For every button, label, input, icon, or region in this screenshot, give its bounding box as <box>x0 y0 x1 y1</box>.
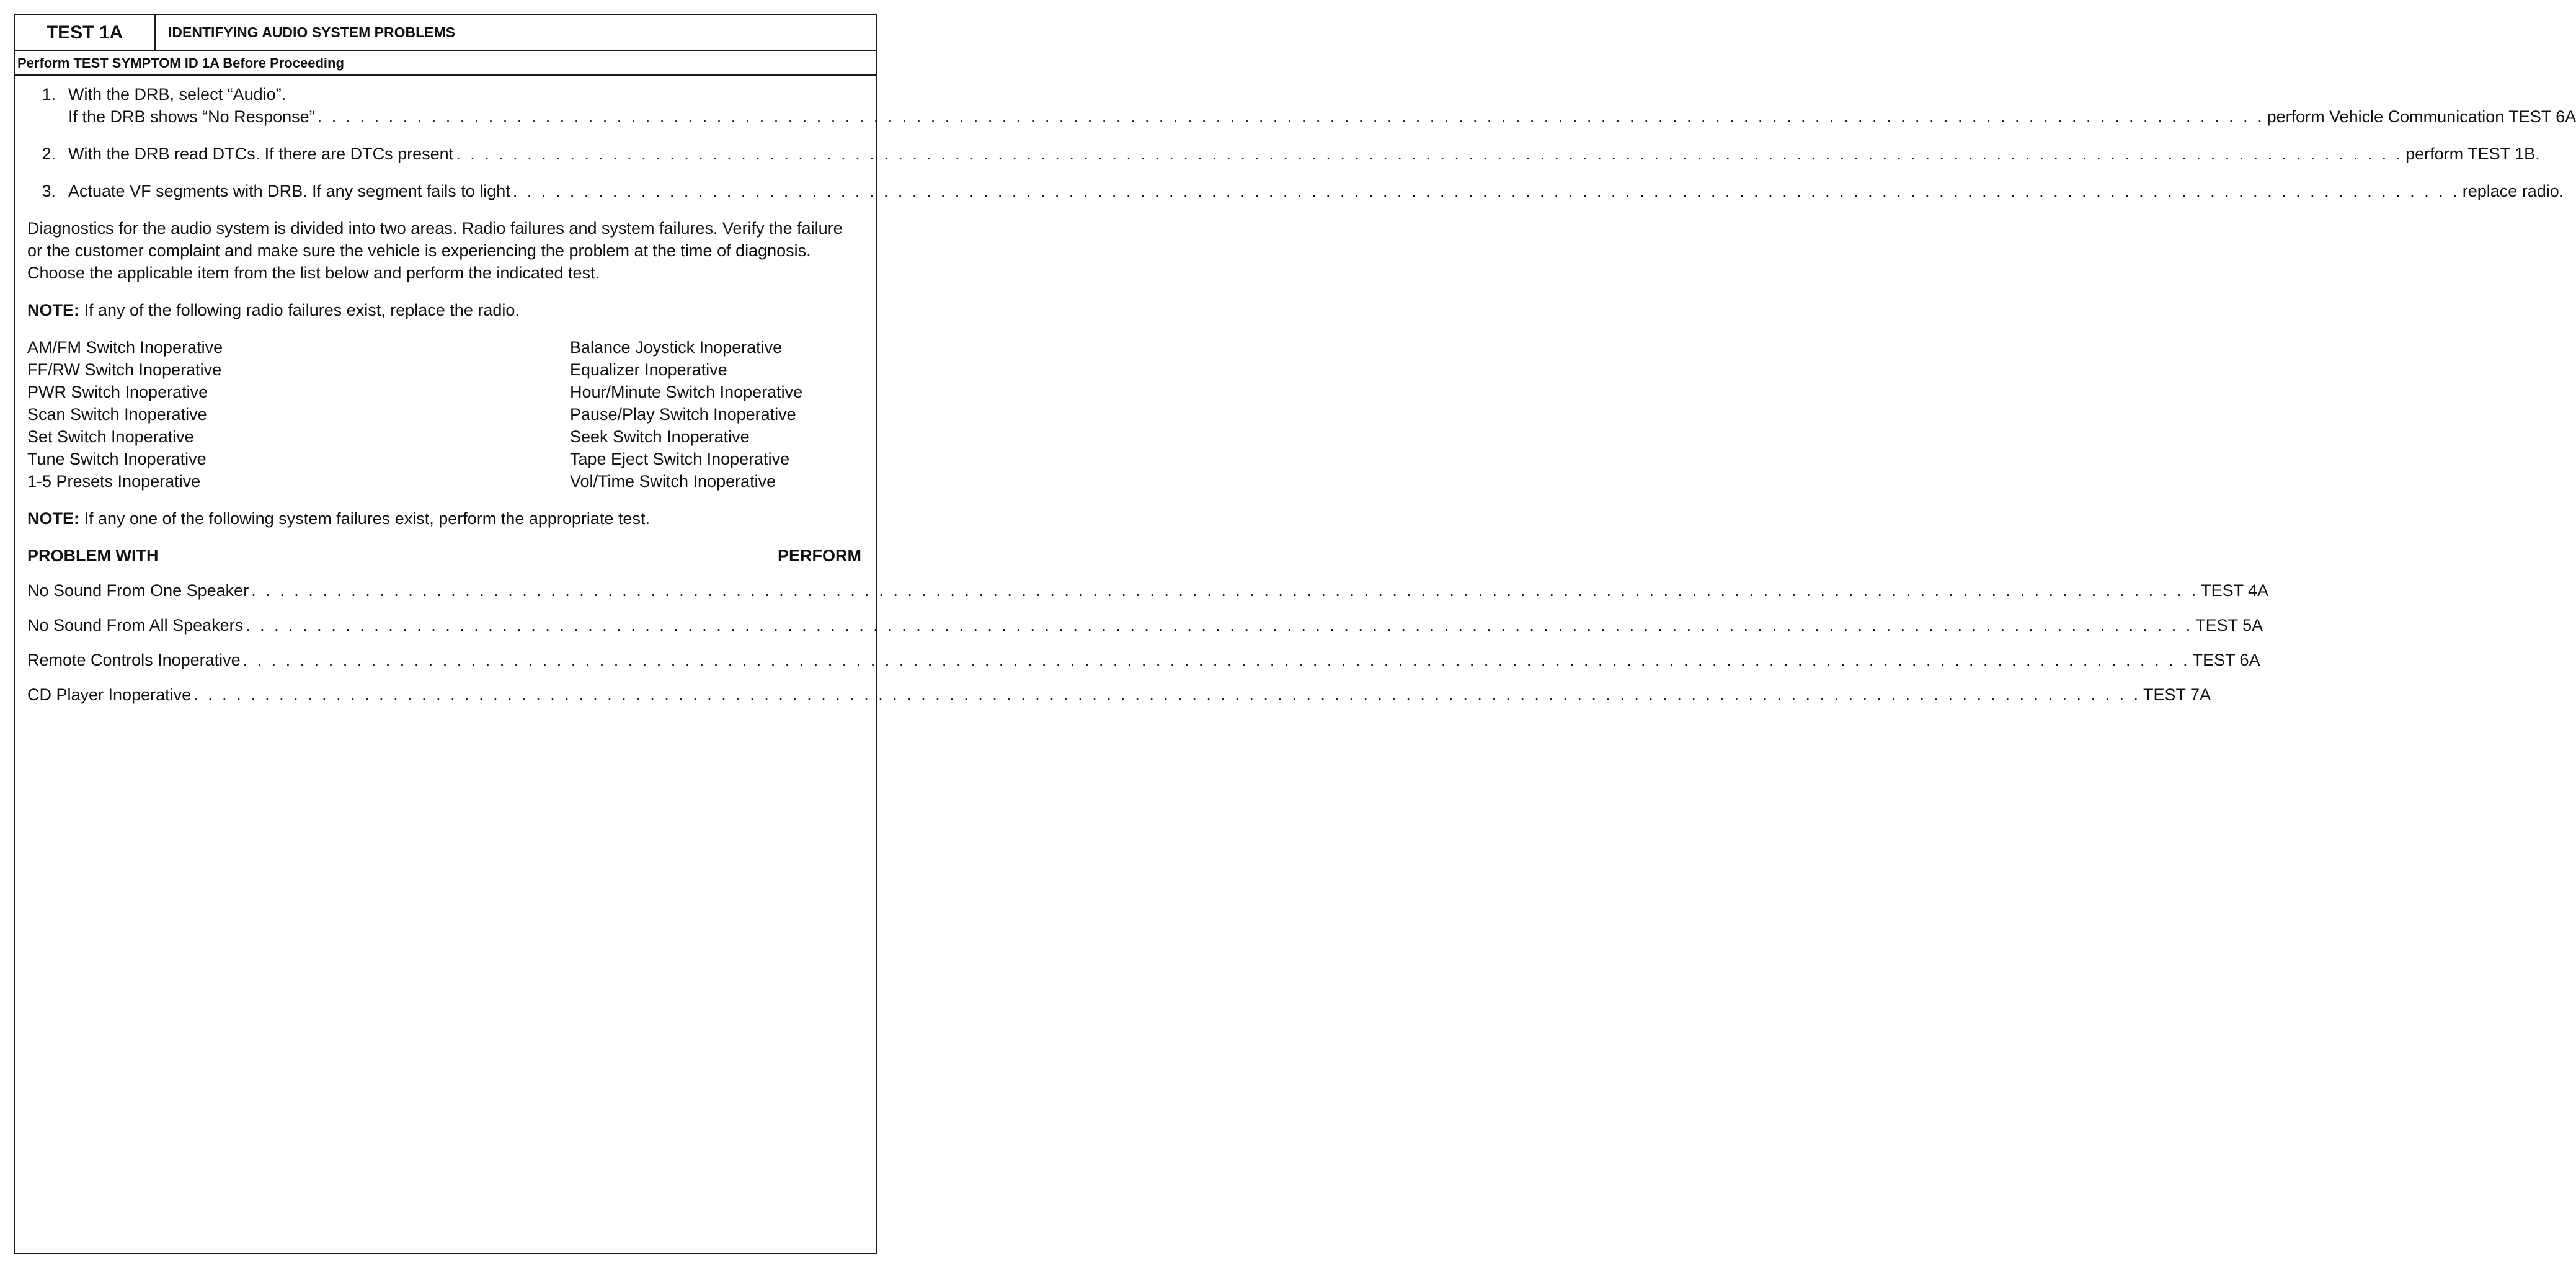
column-header-problem: PROBLEM WITH <box>27 546 159 565</box>
note-text: If any one of the following system failures exist, perform the appropriate test. <box>79 509 650 528</box>
problem-cell: CD Player Inoperative <box>27 685 192 704</box>
table-row <box>27 649 2260 671</box>
step-action: perform Vehicle Communication TEST 6A <box>2267 107 2576 126</box>
radio-failures-list <box>27 336 861 492</box>
intro-paragraph: Diagnostics for the audio system is divided into two areas. Radio failures and system failures. Verify the failure or the customer complaint and make sure the vehicle is experiencing the problem at the time of diagnosis. Choose the applicable item from the list below and perform the indicated test. <box>27 219 843 282</box>
list-item: 1-5 Presets Inoperative <box>27 472 201 491</box>
radio-failures-right <box>570 336 861 492</box>
perform-cell: TEST 5A <box>2195 616 2263 634</box>
note-label: NOTE: <box>27 301 79 319</box>
list-item: Vol/Time Switch Inoperative <box>570 472 776 491</box>
list-item: Set Switch Inoperative <box>27 427 194 446</box>
list-item: Tune Switch Inoperative <box>27 450 207 468</box>
table-row <box>27 579 2269 602</box>
step-instruction: With the DRB, select “Audio”. <box>68 85 286 104</box>
step-leader-line <box>68 105 2576 128</box>
step-action: replace radio. <box>2462 182 2564 200</box>
list-item: Tape Eject Switch Inoperative <box>570 450 790 468</box>
perform-cell: TEST 6A <box>2192 651 2260 669</box>
step-number: 2. <box>42 145 56 163</box>
step-condition: Actuate VF segments with DRB. If any segment fails to light <box>68 182 510 200</box>
step-1 <box>27 83 2576 128</box>
column-header-perform: PERFORM <box>778 546 861 565</box>
step-3 <box>27 180 2564 202</box>
list-item: Hour/Minute Switch Inoperative <box>570 383 803 401</box>
step-number: 3. <box>42 182 56 200</box>
step-leader-line <box>68 143 2540 165</box>
step-leader-line <box>68 180 2564 202</box>
step-number: 1. <box>42 85 56 104</box>
step-2 <box>27 143 2540 165</box>
problem-cell: Remote Controls Inoperative <box>27 651 241 669</box>
procedure-content <box>15 76 2576 706</box>
test-id: TEST 1A <box>15 15 156 50</box>
table-header <box>27 545 861 567</box>
table-row <box>27 683 2211 706</box>
list-item: Pause/Play Switch Inoperative <box>570 405 796 424</box>
list-item: FF/RW Switch Inoperative <box>27 360 222 379</box>
leader-dots <box>251 579 2198 602</box>
step-action: perform TEST 1B. <box>2405 145 2540 163</box>
problem-cell: No Sound From One Speaker <box>27 581 249 600</box>
test-header <box>15 15 876 51</box>
list-item: Scan Switch Inoperative <box>27 405 207 424</box>
leader-dots <box>193 683 2141 706</box>
leader-dots <box>513 180 2460 202</box>
leader-dots <box>246 614 2193 636</box>
note-label: NOTE: <box>27 509 79 528</box>
note-text: If any of the following radio failures exist, replace the radio. <box>79 301 520 319</box>
leader-dots <box>243 649 2190 671</box>
note-system-failures <box>27 507 861 530</box>
problem-cell: No Sound From All Speakers <box>27 616 244 634</box>
prerequisite-note: Perform TEST SYMPTOM ID 1A Before Proceeding <box>15 51 876 76</box>
perform-cell: TEST 7A <box>2143 685 2211 704</box>
test-title: IDENTIFYING AUDIO SYSTEM PROBLEMS <box>168 24 456 40</box>
list-item: Balance Joystick Inoperative <box>570 338 783 357</box>
test-procedure-sheet <box>14 14 2576 1254</box>
perform-cell: TEST 4A <box>2201 581 2269 600</box>
note-radio-failures <box>27 299 861 321</box>
radio-failures-left <box>27 336 570 492</box>
table-row <box>27 614 2263 636</box>
list-item: Seek Switch Inoperative <box>570 427 750 446</box>
list-item: PWR Switch Inoperative <box>27 383 208 401</box>
list-item: AM/FM Switch Inoperative <box>27 338 223 357</box>
step-condition: If the DRB shows “No Response” <box>68 107 315 126</box>
leader-dots <box>318 105 2265 128</box>
leader-dots <box>456 143 2403 165</box>
list-item: Equalizer Inoperative <box>570 360 727 379</box>
step-condition: With the DRB read DTCs. If there are DTCs present <box>68 145 454 163</box>
